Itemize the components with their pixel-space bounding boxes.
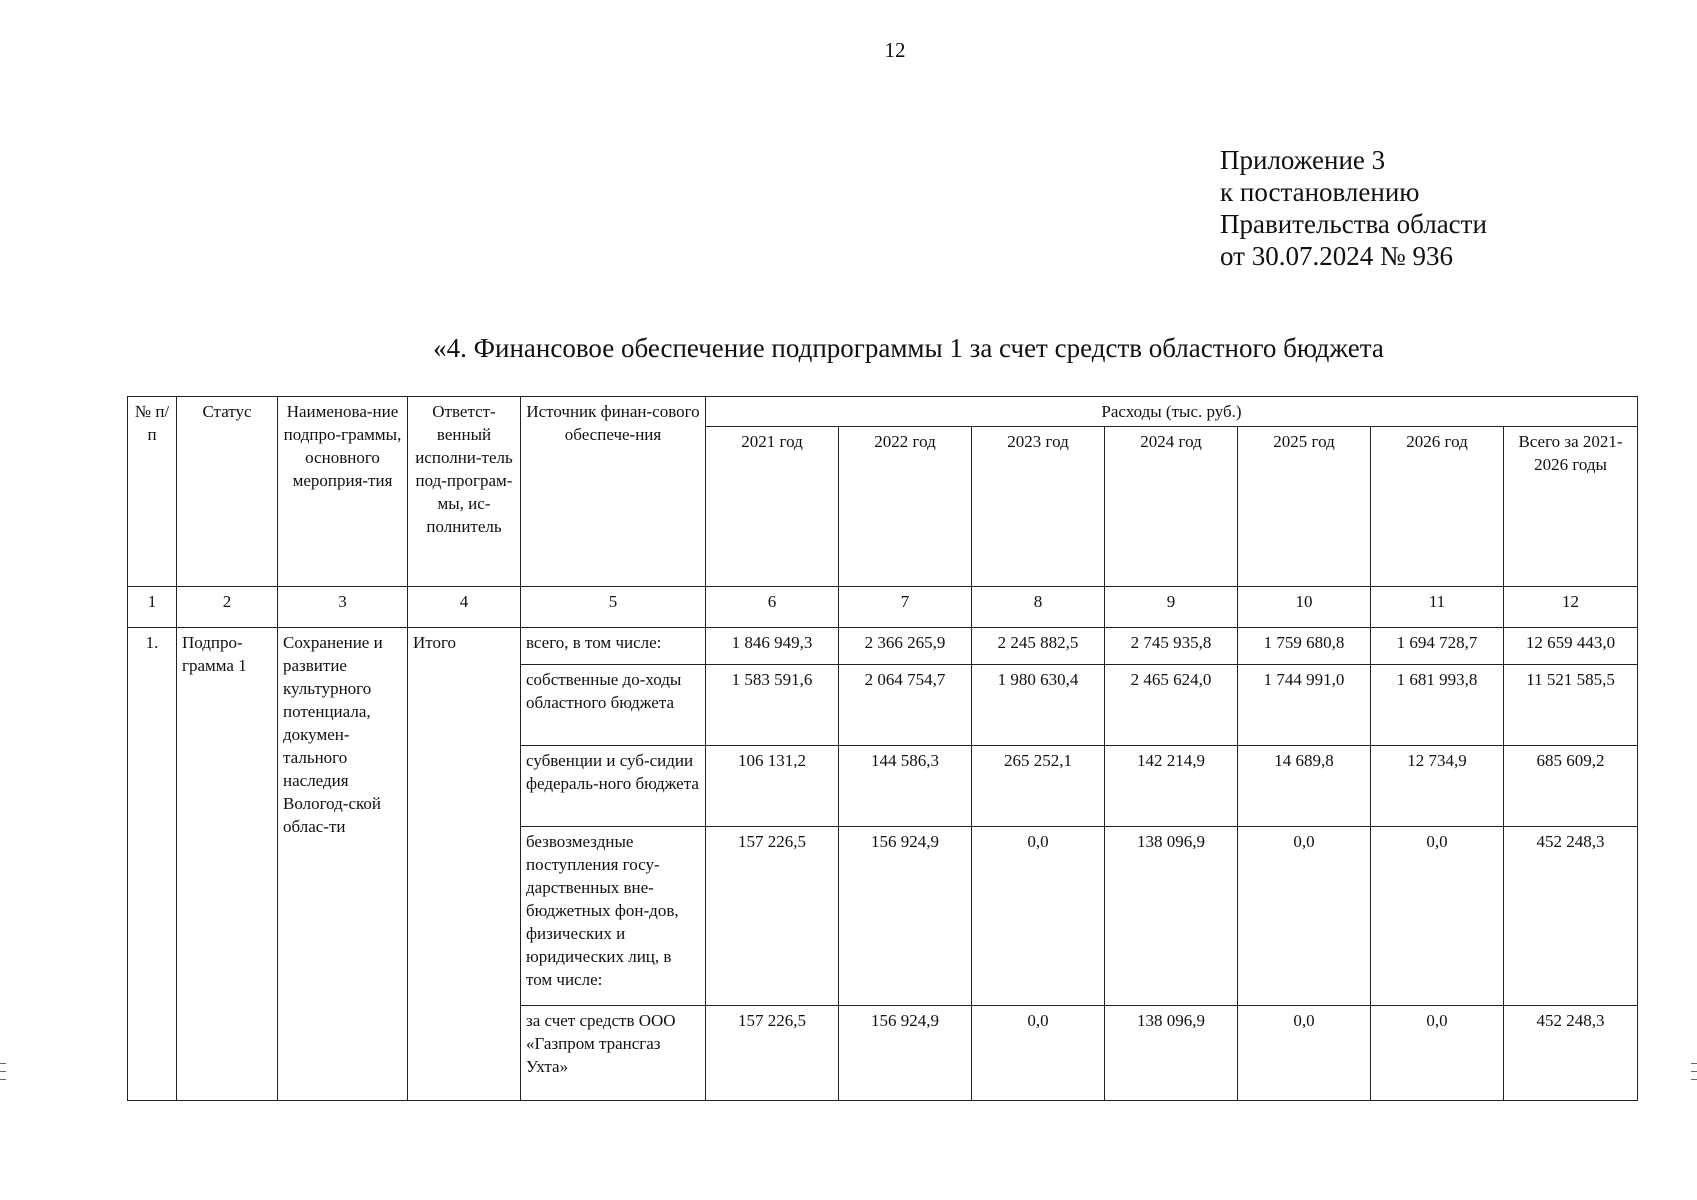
value-cell: 452 248,3 [1504, 1006, 1638, 1101]
header-year-2025: 2025 год [1238, 427, 1371, 587]
value-cell: 157 226,5 [706, 827, 839, 1006]
column-number: 4 [408, 587, 521, 628]
value-cell: 106 131,2 [706, 746, 839, 827]
page-number: 12 [884, 38, 906, 62]
header-year-2022: 2022 год [839, 427, 972, 587]
item-executor: Итого [408, 628, 521, 1101]
column-number: 6 [706, 587, 839, 628]
source-cell: всего, в том числе: [521, 628, 706, 665]
header-year-2024: 2024 год [1105, 427, 1238, 587]
value-cell: 1 583 591,6 [706, 665, 839, 746]
value-cell: 156 924,9 [839, 827, 972, 1006]
value-cell: 0,0 [1238, 827, 1371, 1006]
value-cell: 1 759 680,8 [1238, 628, 1371, 665]
value-cell: 1 846 949,3 [706, 628, 839, 665]
value-cell: 2 745 935,8 [1105, 628, 1238, 665]
value-cell: 0,0 [1371, 827, 1504, 1006]
value-cell: 12 734,9 [1371, 746, 1504, 827]
value-cell: 138 096,9 [1105, 827, 1238, 1006]
value-cell: 1 694 728,7 [1371, 628, 1504, 665]
scan-edge-mark [1691, 1079, 1697, 1080]
value-cell: 156 924,9 [839, 1006, 972, 1101]
value-cell: 2 245 882,5 [972, 628, 1105, 665]
column-number: 5 [521, 587, 706, 628]
header-row-top [128, 397, 1638, 427]
header-expenses: Расходы (тыс. руб.) [706, 397, 1638, 427]
header-year-2026: 2026 год [1371, 427, 1504, 587]
scan-edge-mark [0, 1071, 6, 1072]
header-total: Всего за 2021-2026 годы [1504, 427, 1638, 587]
value-cell: 157 226,5 [706, 1006, 839, 1101]
column-number: 9 [1105, 587, 1238, 628]
value-cell: 144 586,3 [839, 746, 972, 827]
item-number: 1. [128, 628, 177, 1101]
appendix-line-3: Правительства области [1220, 209, 1487, 239]
source-cell: за счет средств ООО «Газпром трансгаз Ухта» [521, 1006, 706, 1101]
value-cell: 1 744 991,0 [1238, 665, 1371, 746]
header-year-2023: 2023 год [972, 427, 1105, 587]
value-cell: 2 366 265,9 [839, 628, 972, 665]
column-number: 12 [1504, 587, 1638, 628]
table-row [128, 628, 1638, 665]
source-cell: безвозмездные поступления госу-дарственных вне-бюджетных фон-дов, физических и юридических лиц, в том числе: [521, 827, 706, 1006]
column-number: 7 [839, 587, 972, 628]
value-cell: 2 064 754,7 [839, 665, 972, 746]
value-cell: 14 689,8 [1238, 746, 1371, 827]
column-number: 3 [278, 587, 408, 628]
appendix-line-2: к постановлению [1220, 177, 1420, 207]
column-number: 11 [1371, 587, 1504, 628]
value-cell: 0,0 [1238, 1006, 1371, 1101]
value-cell: 1 681 993,8 [1371, 665, 1504, 746]
value-cell: 265 252,1 [972, 746, 1105, 827]
header-source: Источник финан-сового обеспече-ния [521, 397, 706, 587]
item-status: Подпро-грамма 1 [177, 628, 278, 1101]
scan-edge-mark [0, 1063, 6, 1064]
source-cell: субвенции и суб-сидии федераль-ного бюджета [521, 746, 706, 827]
document-title: «4. Финансовое обеспечение подпрограммы 1 за счет средств областного бюджета [433, 333, 1384, 363]
value-cell: 142 214,9 [1105, 746, 1238, 827]
value-cell: 1 980 630,4 [972, 665, 1105, 746]
header-name: Наименова-ние подпро-граммы, основного мероприя-тия [278, 397, 408, 587]
column-number: 8 [972, 587, 1105, 628]
financing-table [127, 396, 1638, 1101]
column-number: 1 [128, 587, 177, 628]
value-cell: 452 248,3 [1504, 827, 1638, 1006]
value-cell: 0,0 [972, 1006, 1105, 1101]
value-cell: 138 096,9 [1105, 1006, 1238, 1101]
scan-edge-mark [0, 1079, 6, 1080]
column-number: 10 [1238, 587, 1371, 628]
source-cell: собственные до-ходы областного бюджета [521, 665, 706, 746]
header-executor: Ответст-венный исполни-тель под-програм-мы, ис-полнитель [408, 397, 521, 587]
value-cell: 12 659 443,0 [1504, 628, 1638, 665]
column-number: 2 [177, 587, 278, 628]
appendix-block [1220, 144, 1487, 272]
value-cell: 0,0 [972, 827, 1105, 1006]
header-year-2021: 2021 год [706, 427, 839, 587]
scan-edge-mark [1691, 1063, 1697, 1064]
value-cell: 685 609,2 [1504, 746, 1638, 827]
value-cell: 11 521 585,5 [1504, 665, 1638, 746]
appendix-line-4: от 30.07.2024 № 936 [1220, 241, 1453, 271]
column-number-row [128, 587, 1638, 628]
header-status: Статус [177, 397, 278, 587]
value-cell: 2 465 624,0 [1105, 665, 1238, 746]
scan-edge-mark [1691, 1071, 1697, 1072]
value-cell: 0,0 [1371, 1006, 1504, 1101]
header-number: № п/п [128, 397, 177, 587]
item-name: Сохранение и развитие культурного потенциала, докумен-тального наследия Вологод-ской облас-ти [278, 628, 408, 1101]
appendix-line-1: Приложение 3 [1220, 145, 1386, 175]
